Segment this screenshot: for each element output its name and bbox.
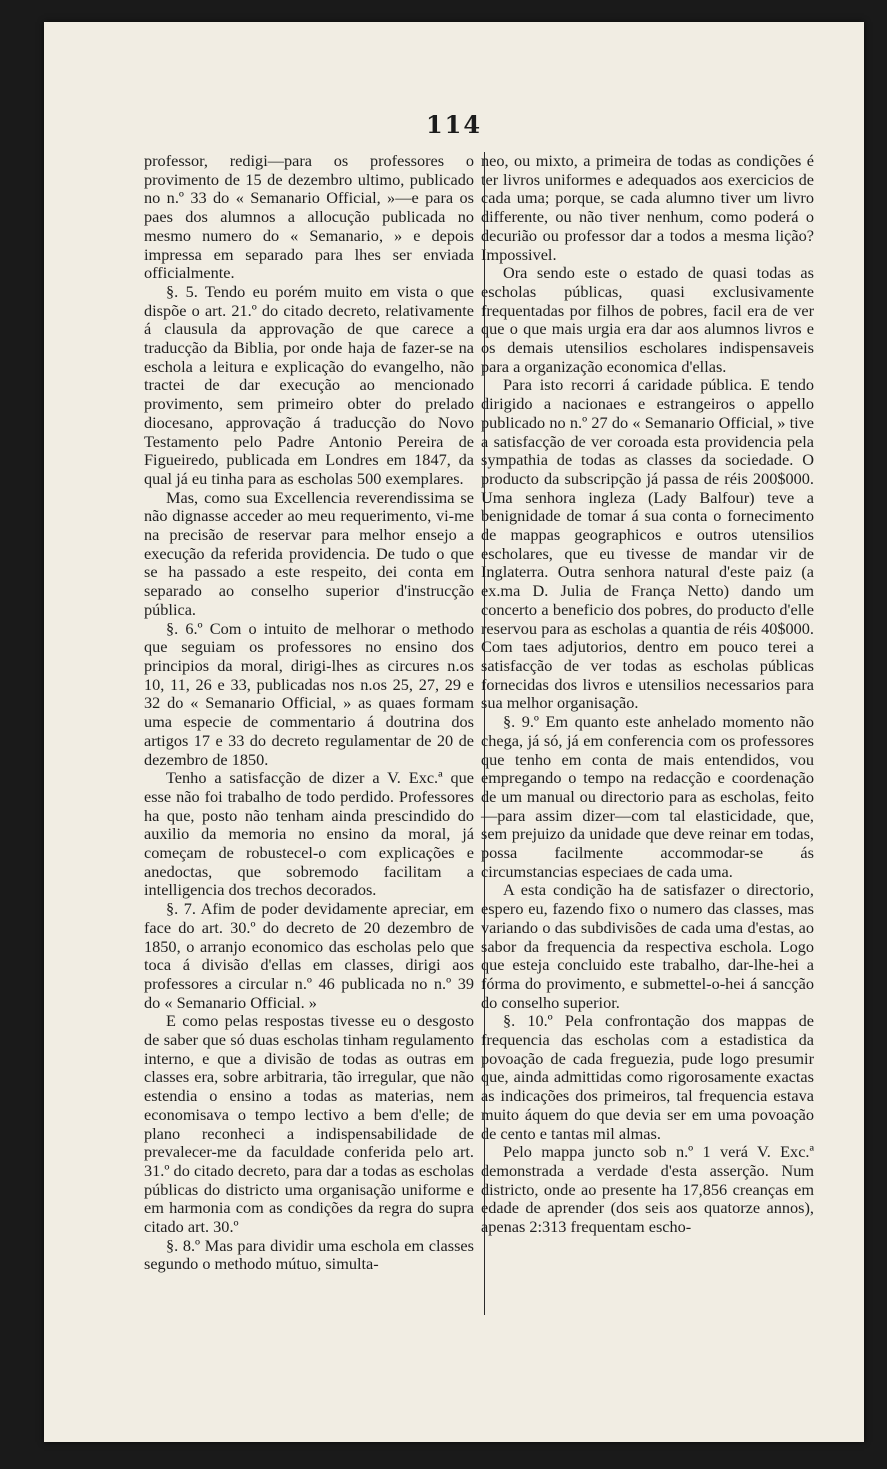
- paragraph: §. 10.º Pela confrontação dos mappas de frequencia das escholas com a estadistica da povoação de cada freguezia, pude logo presumir que, ainda admittidas como rigorosamente exactas as indicações dos primeiros, tal frequencia estava muito áquem do que devia ser em uma povoação de cento e tantas mil almas.: [481, 1011, 814, 1143]
- paragraph: §. 5. Tendo eu porém muito em vista o que dispõe o art. 21.º do citado decreto, relativamente á clausula da approvação de que carece a traducção da Biblia, por onde haja de fazer-se na eschola a leitura e explicação do evangelho, não tractei de dar execução ao mencionado provimento, sem primeiro obter do prelado diocesano, approvação á traducção do Novo Testamento pelo Padre Antonio Pereira de Figueiredo, publicada em Londres em 1847, da qual já eu tinha para as escholas 500 exemplares.: [144, 281, 474, 488]
- page: [44, 22, 864, 1442]
- paragraph: §. 8.º Mas para dividir uma eschola em classes segundo o methodo mútuo, simulta-: [144, 1235, 474, 1274]
- paragraph: A esta condição ha de satisfazer o directorio, espero eu, fazendo fixo o numero das classes, mas variando o das subdivisões de cada uma d'estas, ao sabor da frequencia da respectiva eschola. Logo que esteja concluido este trabalho, dar-lhe-hei a fórma do provimento, e submettel-o-hei á sancção do conselho superior.: [481, 880, 814, 1012]
- paragraph: Tenho a satisfacção de dizer a V. Exc.ª que esse não foi trabalho de todo perdido. Professores ha que, posto não tenham ainda prescindido do auxilio da memoria no ensino da moral, já começam de robustecel-o com explicações e anedoctas, que sobremodo facilitam a intelligencia dos trechos decorados.: [144, 768, 474, 900]
- left-column: [144, 152, 474, 1274]
- paragraph: neo, ou mixto, a primeira de todas as condições é ter livros uniformes e adequados aos exercicios de cada uma; porque, se cada alumno tiver um livro differente, ou não tiver nenhum, como poderá o decurião ou professor dar a todos a mesma lição? Impossivel.: [481, 151, 814, 264]
- paragraph: §. 9.º Em quanto este anhelado momento não chega, já só, já em conferencia com os professores que tenho em conta de mais entendidos, vou empregando o tempo na redacção e coordenação de um manual ou directorio para as escholas, feito—para assim dizer—com tal elasticidade, que, sem prejuizo da unidade que deve reinar em todas, possa facilmente accommodar-se ás circumstancias especiaes de cada uma.: [481, 712, 814, 881]
- paragraph: §. 7. Afim de poder devidamente apreciar, em face do art. 30.º do decreto de 20 dezembro de 1850, o arranjo economico das escholas pelo que toca á divisão d'ellas em classes, dirigi aos professores a circular n.º 46 publicada no n.º 39 do « Semanario Official. »: [144, 899, 474, 1012]
- paragraph: E como pelas respostas tivesse eu o desgosto de saber que só duas escholas tinham regulamento interno, e que a divisão de todas as outras em classes era, sobre arbitraria, tão irregular, que não estendia o ensino a todas as materias, nem economisava o tempo lectivo a bem d'elle; de plano reconheci a indispensabilidade de prevalecer-me da faculdade conferida pelo art. 31.º do citado decreto, para dar a todas as escholas públicas do districto uma organisação uniforme e em harmonia com as condições da regra do supra citado art. 30.º: [144, 1011, 474, 1237]
- paragraph: Para isto recorri á caridade pública. E tendo dirigido a nacionaes e estrangeiros o appello publicado no n.º 27 do « Semanario Official, » tive a satisfacção de ver coroada esta providencia pela sympathia de todas as classes da sociedade. O producto da subscripção já passa de réis 200$000. Uma senhora ingleza (Lady Balfour) teve a benignidade de tomar á sua conta o fornecimento de mappas geographicos e outros utensilios escholares, que eu tivesse de mandar vir de Inglaterra. Outra senhora natural d'este paiz (a ex.ma D. Julia de França Netto) dando um concerto a beneficio dos pobres, do producto d'elle reservou para as escholas a quantia de réis 40$000. Com taes adjutorios, dentro em pouco terei a satisfacção de ver todas as escholas públicas fornecidas dos livros e utensilios necessarios para sua melhor organisação.: [481, 375, 814, 713]
- page-number: 114: [425, 110, 483, 139]
- paragraph: Mas, como sua Excellencia reverendissima se não dignasse acceder ao meu requerimento, vi-me na precisão de reservar para melhor ensejo a execução da referida providencia. De tudo o que se ha passado a este respeito, dei conta em separado ao conselho superior d'instrucção pública.: [144, 487, 474, 619]
- paragraph: §. 6.º Com o intuito de melhorar o methodo que seguiam os professores no ensino dos principios da moral, dirigi-lhes as circures n.os 10, 11, 26 e 33, publicadas nos n.os 25, 27, 29 e 32 do « Semanario Official, » as quaes formam uma especie de commentario á doutrina dos artigos 17 e 33 do decreto regulamentar de 20 de dezembro de 1850.: [144, 618, 474, 769]
- paragraph: Ora sendo este o estado de quasi todas as escholas públicas, quasi exclusivamente frequentadas por filhos de pobres, facil era de ver que o que mais urgia era dar aos alumnos livros e os demais utensilios escholares indispensaveis para a organização economica d'ellas.: [481, 263, 814, 376]
- paragraph: Pelo mappa juncto sob n.º 1 verá V. Exc.ª demonstrada a verdade d'esta asserção. Num districto, onde ao presente ha 17,856 creanças em edade de aprender (dos seis aos quatorze annos), apenas 2:313 frequentam escho-: [481, 1142, 814, 1237]
- right-column: [481, 152, 814, 1237]
- paragraph: professor, redigi—para os professores o provimento de 15 de dezembro ultimo, publicado no n.º 33 do « Semanario Official, »—e para os paes dos alumnos a allocução publicada no mesmo numero do « Semanario, » e depois impressa em separado para lhes ser enviada officialmente.: [144, 151, 474, 283]
